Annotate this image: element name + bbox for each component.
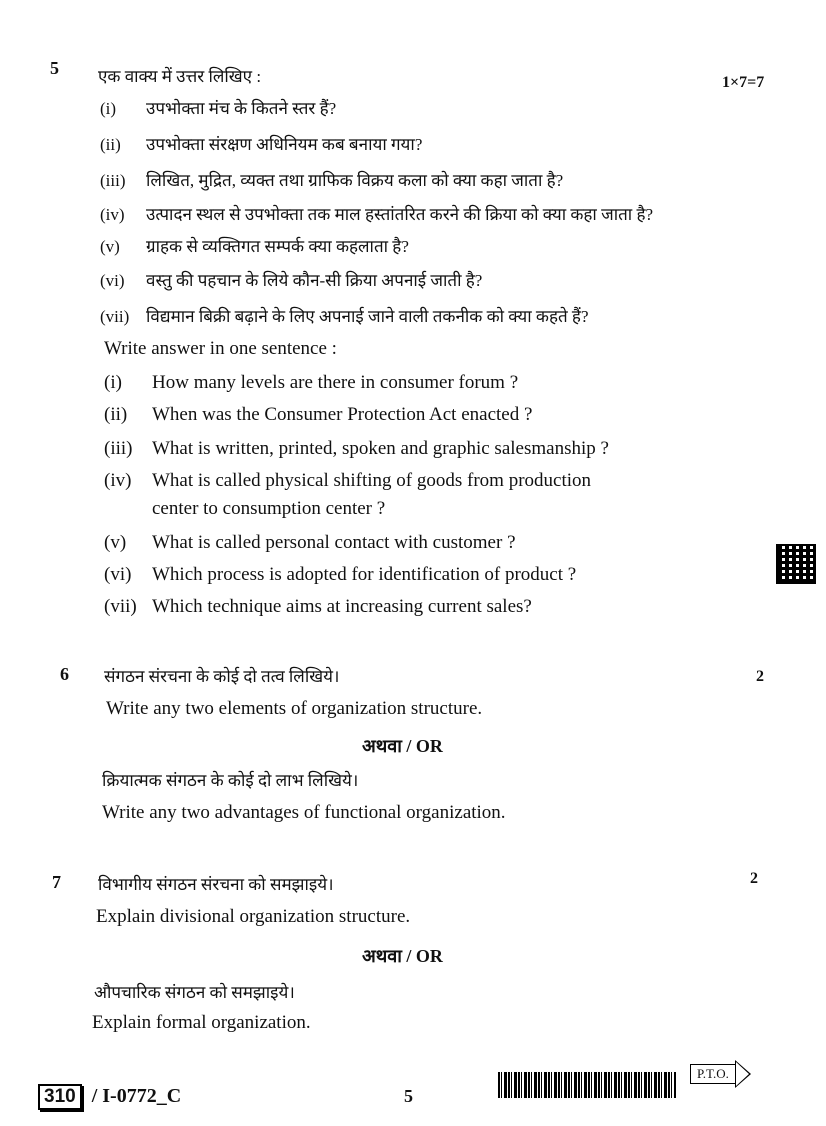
question-6-or-label: अथवा / OR <box>362 736 443 756</box>
list-item: (iv) उत्पादन स्थल से उपभोक्ता तक माल हस्तांतरित करने की क्रिया को क्या कहा जाता है? <box>100 205 654 224</box>
question-7-number: 7 <box>52 872 61 892</box>
list-item: (vii) विद्यमान बिक्री बढ़ाने के लिए अपनाई जाने वाली तकनीक को क्या कहते हैं? <box>100 307 589 326</box>
list-item: (vii) Which technique aims at increasing current sales? <box>104 596 532 617</box>
question-7-english: Explain divisional organization structure. <box>96 906 411 927</box>
qr-code-icon <box>776 544 816 584</box>
question-6-marks: 2 <box>756 668 764 685</box>
question-7-hindi: विभागीय संगठन संरचना को समझाइये। <box>98 875 334 894</box>
question-7-or-label: अथवा / OR <box>362 946 443 966</box>
question-6-english-alt: Write any two advantages of functional organization. <box>102 802 506 823</box>
list-item: (i) How many levels are there in consumer forum ? <box>104 372 519 393</box>
list-item: (v) ग्राहक से व्यक्तिगत सम्पर्क क्या कहलाता है? <box>100 237 409 256</box>
list-item-continuation: center to consumption center ? <box>152 498 386 519</box>
list-item: (v) What is called personal contact with customer ? <box>104 532 516 553</box>
question-6-hindi: संगठन संरचना के कोई दो तत्व लिखिये। <box>104 667 340 686</box>
question-6-hindi-alt: क्रियात्मक संगठन के कोई दो लाभ लिखिये। <box>102 771 359 790</box>
list-item: (vi) वस्तु की पहचान के लिये कौन-सी क्रिया अपनाई जाती है? <box>100 271 483 290</box>
question-7-english-alt: Explain formal organization. <box>92 1012 311 1033</box>
pto-label: P.T.O. <box>690 1064 735 1084</box>
list-item: (iv) What is called physical shifting of goods from production <box>104 470 592 491</box>
footer-box-number: 310 <box>38 1084 82 1110</box>
footer-paper-code <box>38 1084 181 1110</box>
list-item: (vi) Which process is adopted for identification of product ? <box>104 564 577 585</box>
question-6-number: 6 <box>60 664 69 684</box>
list-item: (ii) When was the Consumer Protection Act enacted ? <box>104 404 533 425</box>
question-5-marks: 1×7=7 <box>722 74 765 91</box>
page-number: 5 <box>404 1086 413 1106</box>
question-7-marks: 2 <box>750 870 758 887</box>
pto-indicator <box>690 1060 751 1088</box>
barcode-icon <box>498 1072 676 1098</box>
question-7-hindi-alt: औपचारिक संगठन को समझाइये। <box>94 983 295 1002</box>
list-item: (i) उपभोक्ता मंच के कितने स्तर हैं? <box>100 99 337 118</box>
question-5-hindi-instruction: एक वाक्य में उत्तर लिखिए : <box>98 67 262 86</box>
list-item: (iii) What is written, printed, spoken and graphic salesmanship ? <box>104 438 609 459</box>
footer-code: / I-0772_C <box>91 1085 182 1107</box>
question-6-english: Write any two elements of organization structure. <box>106 698 483 719</box>
question-5-english-instruction: Write answer in one sentence : <box>104 338 337 359</box>
arrow-right-icon <box>735 1060 751 1088</box>
question-5-number: 5 <box>50 58 59 78</box>
list-item: (iii) लिखित, मुद्रित, व्यक्त तथा ग्राफिक विक्रय कला को क्या कहा जाता है? <box>100 171 564 190</box>
list-item: (ii) उपभोक्ता संरक्षण अधिनियम कब बनाया गया? <box>100 135 423 154</box>
